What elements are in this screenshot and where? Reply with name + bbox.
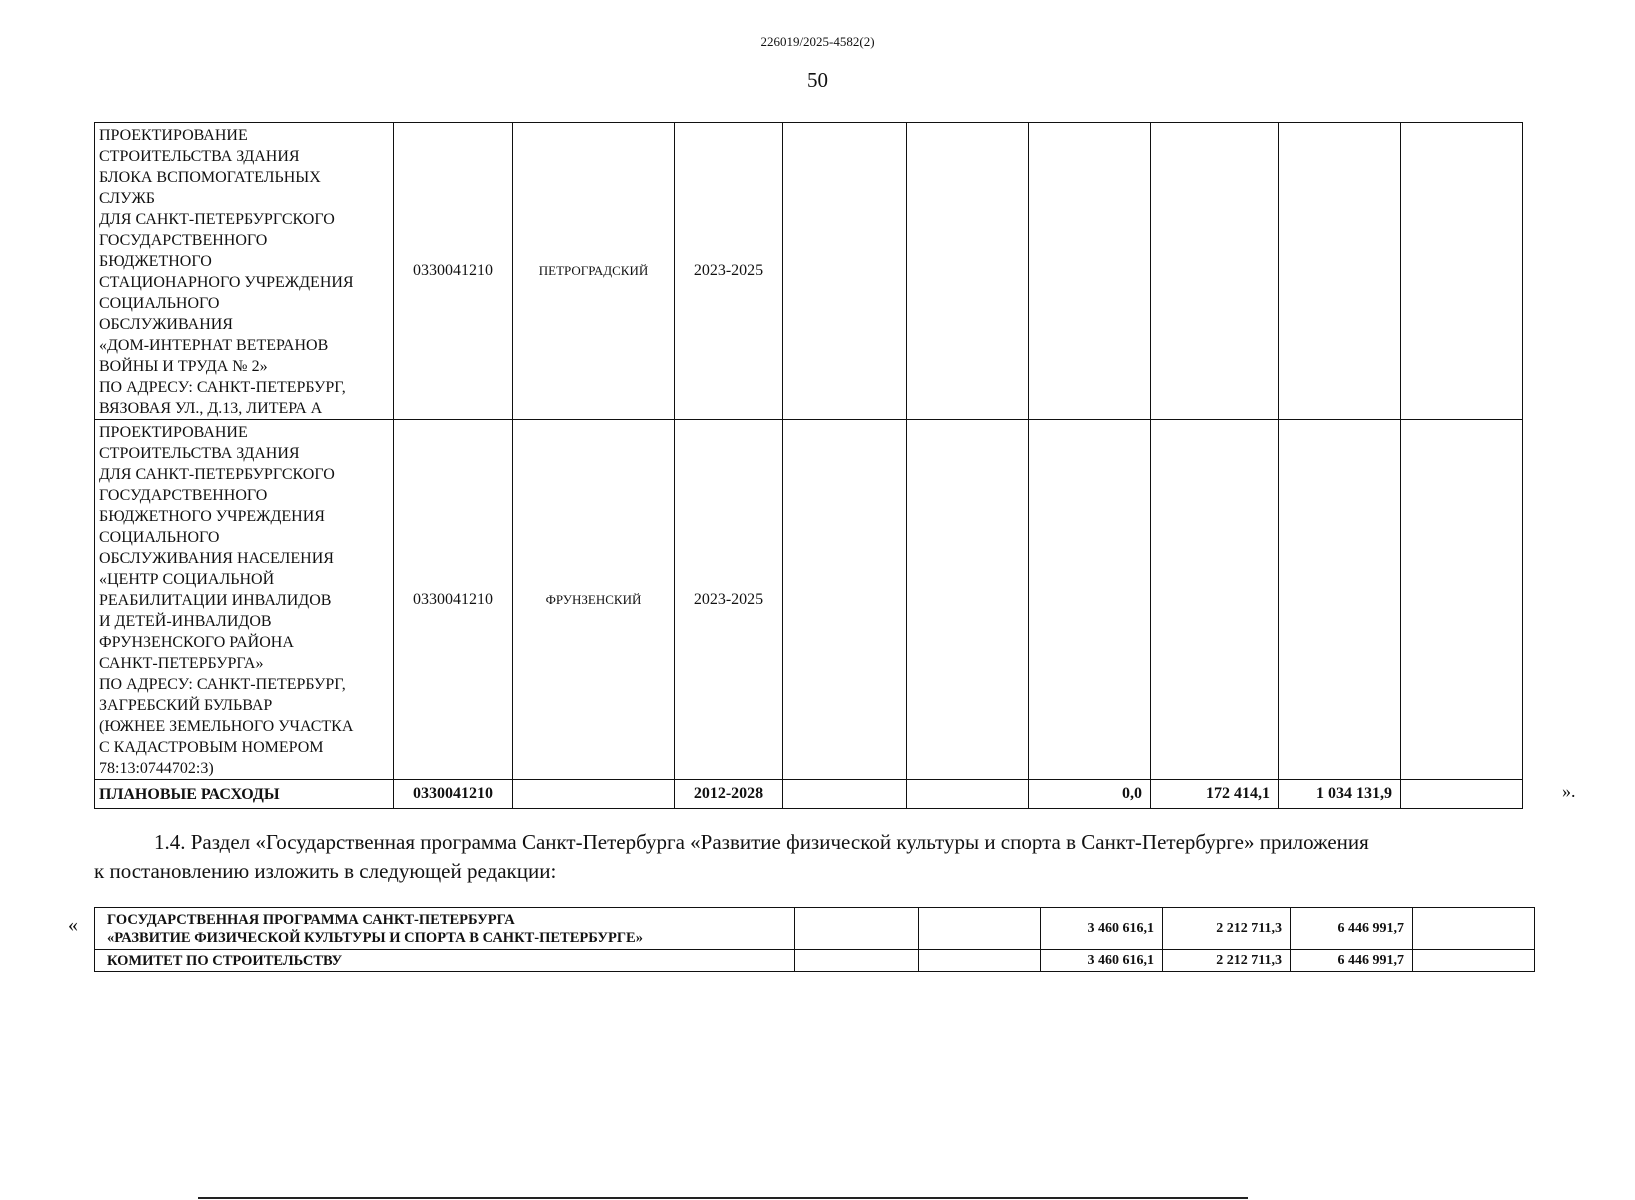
value-cell bbox=[1413, 908, 1535, 950]
value-cell: 0,0 bbox=[1029, 780, 1151, 809]
value-cell: 2 212 711,3 bbox=[1163, 908, 1291, 950]
object-name-line: 78:13:0744702:3) bbox=[99, 760, 214, 777]
value-cell bbox=[919, 908, 1041, 950]
object-name-line: ОБСЛУЖИВАНИЯ НАСЕЛЕНИЯ bbox=[99, 550, 334, 567]
object-name-line: (ЮЖНЕЕ ЗЕМЕЛЬНОГО УЧАСТКА bbox=[99, 718, 354, 735]
objects-table bbox=[94, 122, 1523, 809]
object-name-line: ПО АДРЕСУ: САНКТ-ПЕТЕРБУРГ, bbox=[99, 379, 346, 396]
object-name-line: СОЦИАЛЬНОГО bbox=[99, 295, 220, 312]
object-name-line: ДЛЯ САНКТ-ПЕТЕРБУРГСКОГО bbox=[99, 211, 335, 228]
budget-code-cell: 0330041210 bbox=[394, 420, 513, 780]
value-cell bbox=[1401, 780, 1523, 809]
object-name-line: РЕАБИЛИТАЦИИ ИНВАЛИДОВ bbox=[99, 592, 332, 609]
value-cell bbox=[1151, 123, 1279, 420]
budget-code-cell: 0330041210 bbox=[394, 780, 513, 809]
total-label-cell: ПЛАНОВЫЕ РАСХОДЫ bbox=[95, 780, 394, 809]
closing-quote: ». bbox=[1562, 781, 1576, 801]
planned-expenses-row bbox=[95, 780, 1523, 809]
opening-quote: « bbox=[68, 914, 78, 936]
table-row bbox=[95, 123, 1523, 420]
program-name-cell bbox=[95, 950, 795, 972]
object-name-line: «ЦЕНТР СОЦИАЛЬНОЙ bbox=[99, 571, 275, 588]
paragraph-line: 1.4. Раздел «Государственная программа Санкт-Петербурга «Развитие физической культуры и спорта в Санкт-Петербурге» приложения bbox=[154, 830, 1369, 854]
object-name-line: ВЯЗОВАЯ УЛ., Д.13, ЛИТЕРА А bbox=[99, 400, 323, 417]
value-cell bbox=[783, 123, 907, 420]
value-cell: 3 460 616,1 bbox=[1041, 950, 1163, 972]
program-name-line: ГОСУДАРСТВЕННАЯ ПРОГРАММА САНКТ-ПЕТЕРБУРГА bbox=[107, 911, 515, 928]
object-name-line: СТАЦИОНАРНОГО УЧРЕЖДЕНИЯ bbox=[99, 274, 354, 291]
table-row bbox=[95, 908, 1535, 950]
bottom-divider bbox=[198, 1197, 1248, 1199]
table-row bbox=[95, 420, 1523, 780]
object-name-line: СТРОИТЕЛЬСТВА ЗДАНИЯ bbox=[99, 148, 300, 165]
value-cell: 6 446 991,7 bbox=[1291, 950, 1413, 972]
value-cell bbox=[1029, 420, 1151, 780]
value-cell bbox=[907, 780, 1029, 809]
paragraph-line: к постановлению изложить в следующей редакции: bbox=[94, 859, 557, 883]
value-cell bbox=[1401, 123, 1523, 420]
object-name-line: БЮДЖЕТНОГО УЧРЕЖДЕНИЯ bbox=[99, 508, 325, 525]
value-cell bbox=[919, 950, 1041, 972]
object-name-line: ПРОЕКТИРОВАНИЕ bbox=[99, 127, 248, 144]
value-cell: 1 034 131,9 bbox=[1279, 780, 1401, 809]
amendment-paragraph bbox=[94, 828, 1544, 886]
object-name-line: ГОСУДАРСТВЕННОГО bbox=[99, 232, 268, 249]
period-cell: 2023-2025 bbox=[675, 123, 783, 420]
object-name-line: С КАДАСТРОВЫМ НОМЕРОМ bbox=[99, 739, 324, 756]
program-table bbox=[94, 907, 1535, 972]
registration-number: 226019/2025-4582(2) bbox=[760, 34, 875, 49]
object-name-line: ЗАГРЕБСКИЙ БУЛЬВАР bbox=[99, 697, 273, 714]
value-cell bbox=[1279, 123, 1401, 420]
district-cell bbox=[513, 780, 675, 809]
value-cell: 2 212 711,3 bbox=[1163, 950, 1291, 972]
value-cell bbox=[783, 780, 907, 809]
district-cell: ПЕТРОГРАДСКИЙ bbox=[513, 123, 675, 420]
period-cell: 2012-2028 bbox=[675, 780, 783, 809]
page-number: 50 bbox=[807, 68, 828, 92]
value-cell bbox=[795, 950, 919, 972]
value-cell bbox=[907, 123, 1029, 420]
object-name-line: БЮДЖЕТНОГО bbox=[99, 253, 212, 270]
object-name-line: «ДОМ-ИНТЕРНАТ ВЕТЕРАНОВ bbox=[99, 337, 329, 354]
object-name-line: ВОЙНЫ И ТРУДА № 2» bbox=[99, 358, 268, 375]
program-name-line: «РАЗВИТИЕ ФИЗИЧЕСКОЙ КУЛЬТУРЫ И СПОРТА В САНКТ-ПЕТЕРБУРГЕ» bbox=[107, 929, 643, 946]
program-name-cell bbox=[95, 908, 795, 950]
object-name-line: ГОСУДАРСТВЕННОГО bbox=[99, 487, 268, 504]
value-cell bbox=[1029, 123, 1151, 420]
object-name-line: СТРОИТЕЛЬСТВА ЗДАНИЯ bbox=[99, 445, 300, 462]
value-cell bbox=[783, 420, 907, 780]
object-name-line: И ДЕТЕЙ-ИНВАЛИДОВ bbox=[99, 613, 272, 630]
program-name-line: КОМИТЕТ ПО СТРОИТЕЛЬСТВУ bbox=[107, 952, 343, 969]
value-cell bbox=[1151, 420, 1279, 780]
value-cell bbox=[907, 420, 1029, 780]
value-cell bbox=[1401, 420, 1523, 780]
value-cell bbox=[795, 908, 919, 950]
budget-code-cell: 0330041210 bbox=[394, 123, 513, 420]
value-cell: 172 414,1 bbox=[1151, 780, 1279, 809]
value-cell bbox=[1413, 950, 1535, 972]
value-cell bbox=[1279, 420, 1401, 780]
value-cell: 6 446 991,7 bbox=[1291, 908, 1413, 950]
object-name-line: ДЛЯ САНКТ-ПЕТЕРБУРГСКОГО bbox=[99, 466, 335, 483]
object-name-line: БЛОКА ВСПОМОГАТЕЛЬНЫХ bbox=[99, 169, 321, 186]
object-name-line: СОЦИАЛЬНОГО bbox=[99, 529, 220, 546]
table-row bbox=[95, 950, 1535, 972]
object-name-line: СЛУЖБ bbox=[99, 190, 155, 207]
object-name-cell bbox=[95, 420, 394, 780]
object-name-line: ПО АДРЕСУ: САНКТ-ПЕТЕРБУРГ, bbox=[99, 676, 346, 693]
object-name-line: ПРОЕКТИРОВАНИЕ bbox=[99, 424, 248, 441]
district-cell: ФРУНЗЕНСКИЙ bbox=[513, 420, 675, 780]
period-cell: 2023-2025 bbox=[675, 420, 783, 780]
object-name-line: ОБСЛУЖИВАНИЯ bbox=[99, 316, 233, 333]
object-name-line: ФРУНЗЕНСКОГО РАЙОНА bbox=[99, 634, 294, 651]
value-cell: 3 460 616,1 bbox=[1041, 908, 1163, 950]
object-name-line: САНКТ-ПЕТЕРБУРГА» bbox=[99, 655, 264, 672]
object-name-cell bbox=[95, 123, 394, 420]
